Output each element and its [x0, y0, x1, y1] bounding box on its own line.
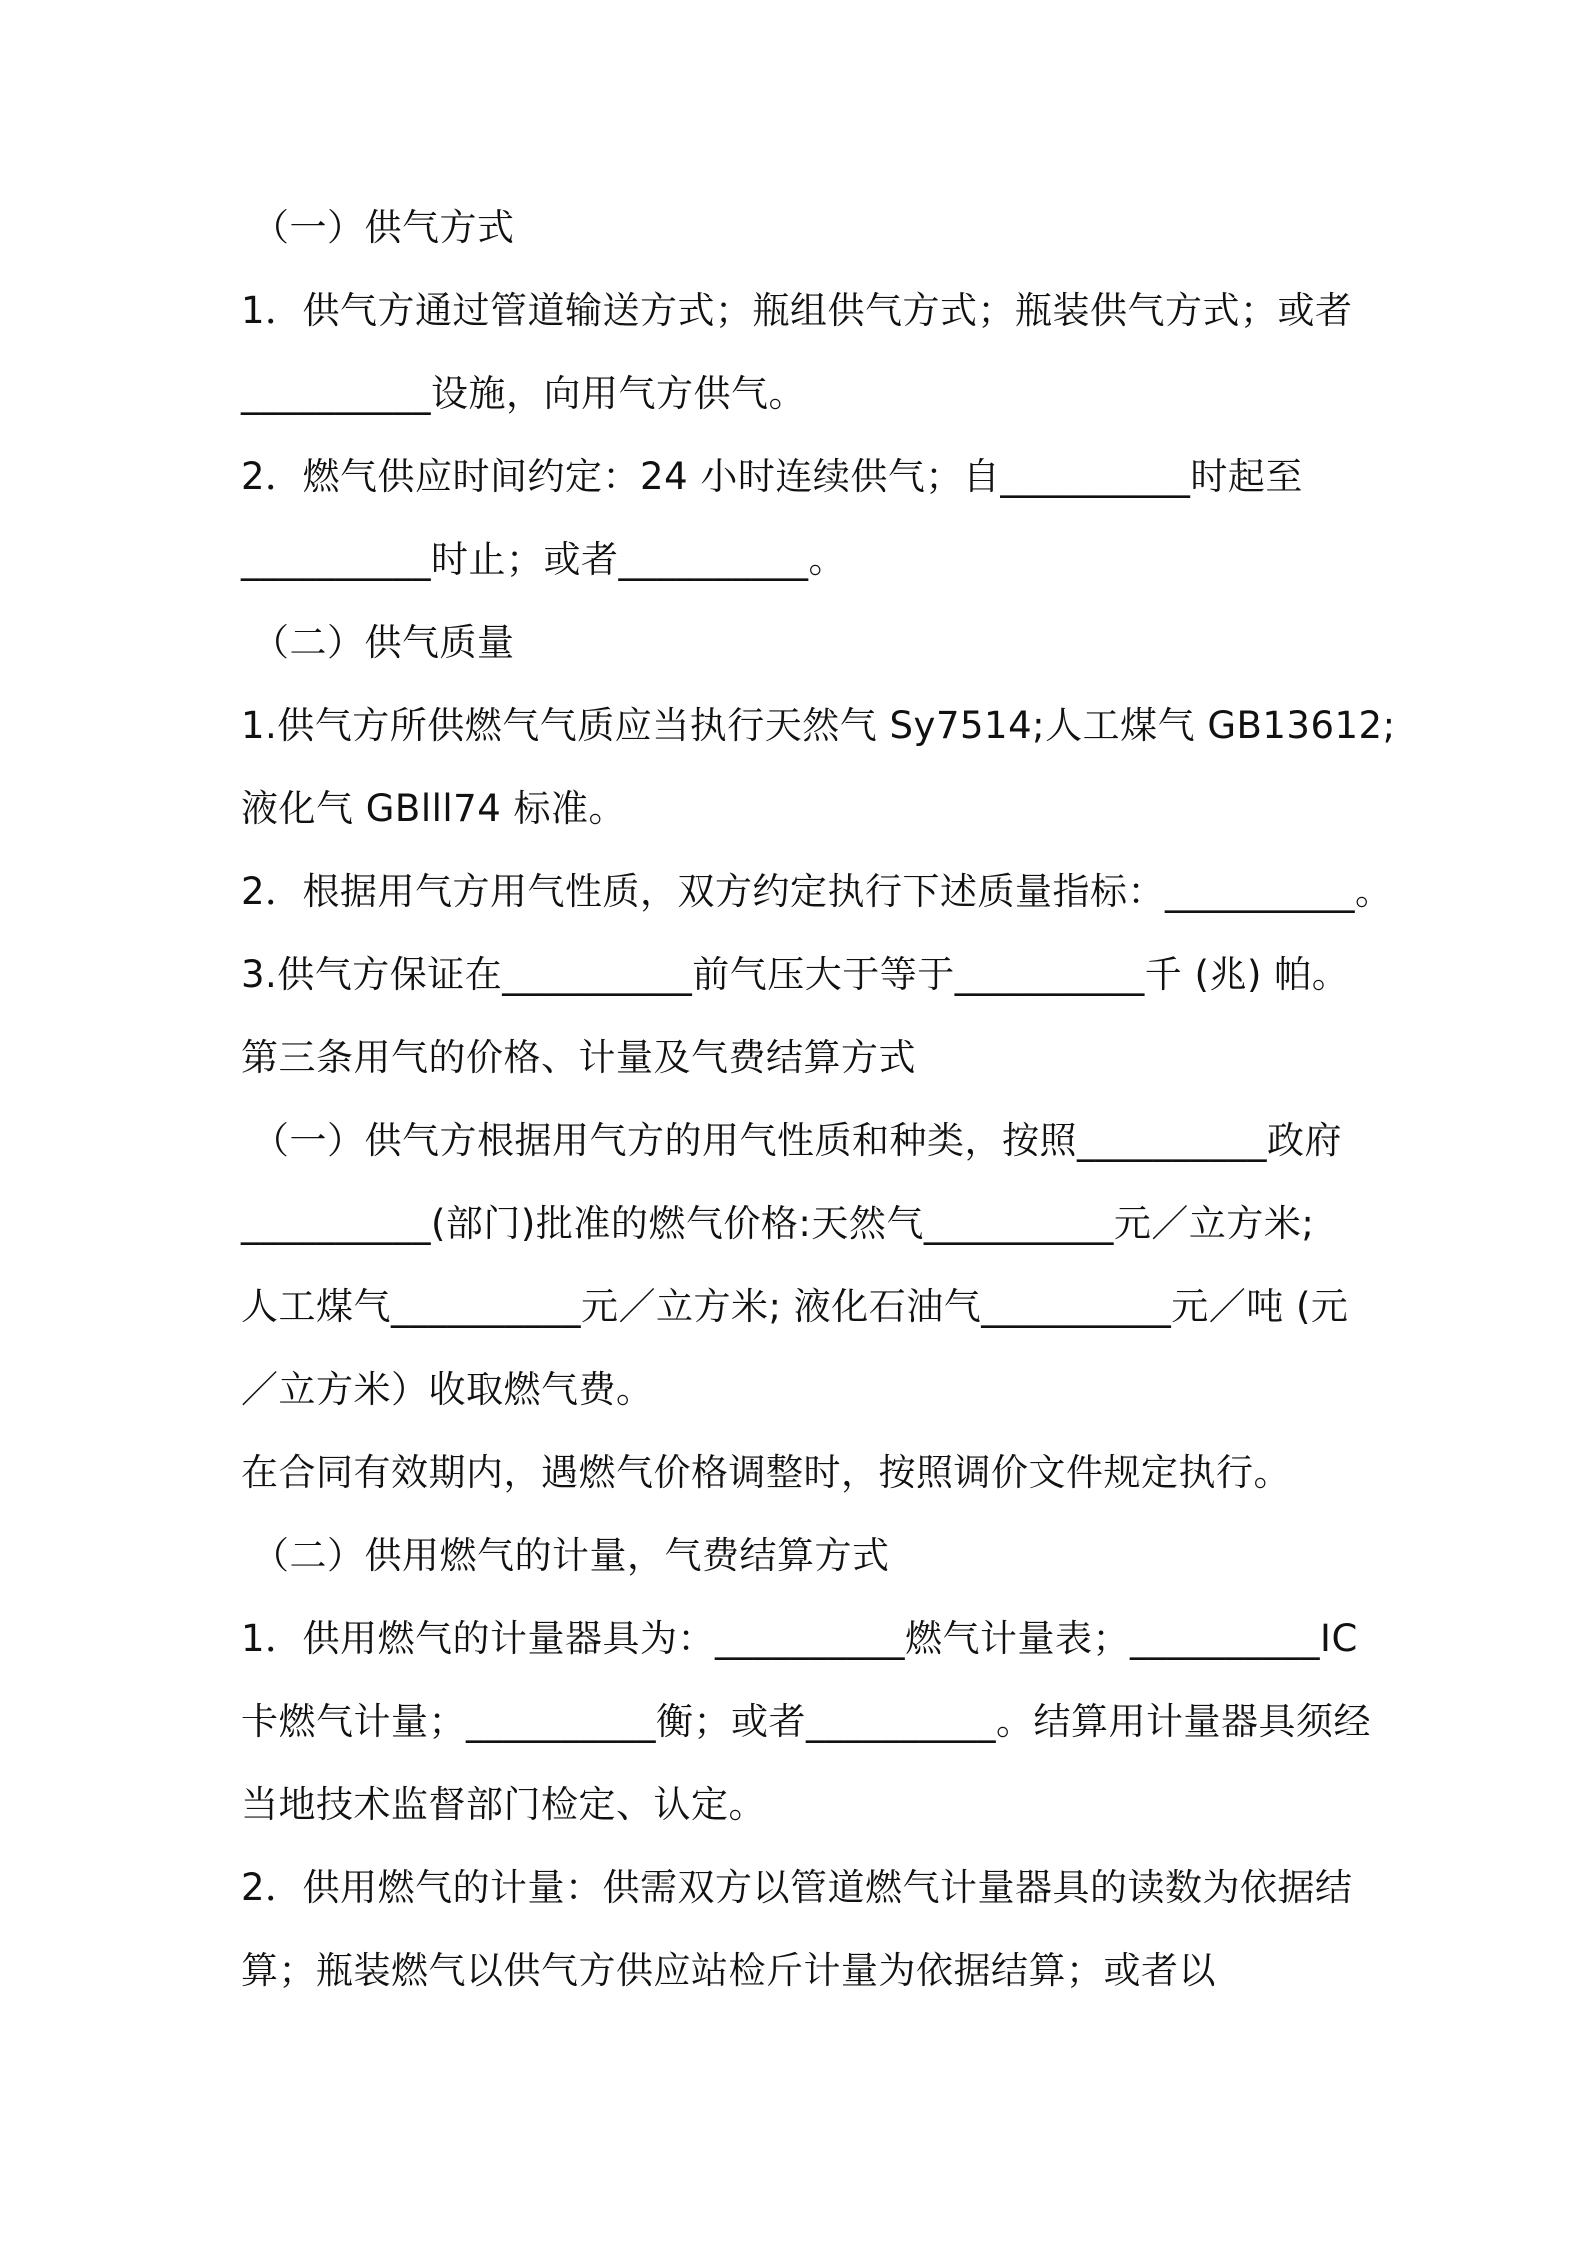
paragraph-line: 在合同有效期内，遇燃气价格调整时，按照调价文件规定执行。	[241, 1451, 1291, 1494]
paragraph-line: 当地技术监督部门检定、认定。	[241, 1783, 766, 1826]
article-heading: 第三条用气的价格、计量及气费结算方式	[241, 1036, 916, 1079]
paragraph-line: 液化气 GBlll74 标准。	[241, 787, 626, 830]
paragraph-line: 1.供气方所供燃气气质应当执行天然气 Sy7514;人工煤气 GB13612;	[241, 704, 1396, 747]
paragraph-line: 人工煤气__________元／立方米; 液化石油气__________元／吨 (元	[241, 1285, 1349, 1328]
paragraph-line: __________(部门)批准的燃气价格:天然气__________元／立方米;	[241, 1202, 1315, 1245]
paragraph-line: __________时止；或者__________。	[241, 538, 846, 581]
paragraph-line: 2．供用燃气的计量：供需双方以管道燃气计量器具的读数为依据结	[241, 1866, 1353, 1909]
paragraph-line: 1．供气方通过管道输送方式；瓶组供气方式；瓶装供气方式；或者	[241, 289, 1353, 332]
paragraph-line: __________设施，向用气方供气。	[241, 372, 806, 415]
paragraph-line: （一）供气方根据用气方的用气性质和种类，按照__________政府	[252, 1119, 1342, 1162]
paragraph-line: 1．供用燃气的计量器具为：__________燃气计量表；__________IC	[241, 1617, 1358, 1660]
section-heading-supply-quality: （二）供气质量	[252, 621, 515, 664]
paragraph-line: 2．燃气供应时间约定：24 小时连续供气；自__________时起至	[241, 455, 1303, 498]
paragraph-line: 2．根据用气方用气性质，双方约定执行下述质量指标：__________。	[241, 870, 1393, 913]
paragraph-line: 算；瓶装燃气以供气方供应站检斤计量为依据结算；或者以	[241, 1949, 1216, 1992]
paragraph-line: 3.供气方保证在__________前气压大于等于__________千 (兆) 帕。	[241, 953, 1350, 996]
section-heading-metering: （二）供用燃气的计量，气费结算方式	[252, 1534, 890, 1577]
paragraph-line: 卡燃气计量；__________衡；或者__________。结算用计量器具须经	[241, 1700, 1371, 1743]
section-heading-supply-method: （一）供气方式	[252, 206, 515, 249]
paragraph-line: ／立方米）收取燃气费。	[241, 1368, 654, 1411]
